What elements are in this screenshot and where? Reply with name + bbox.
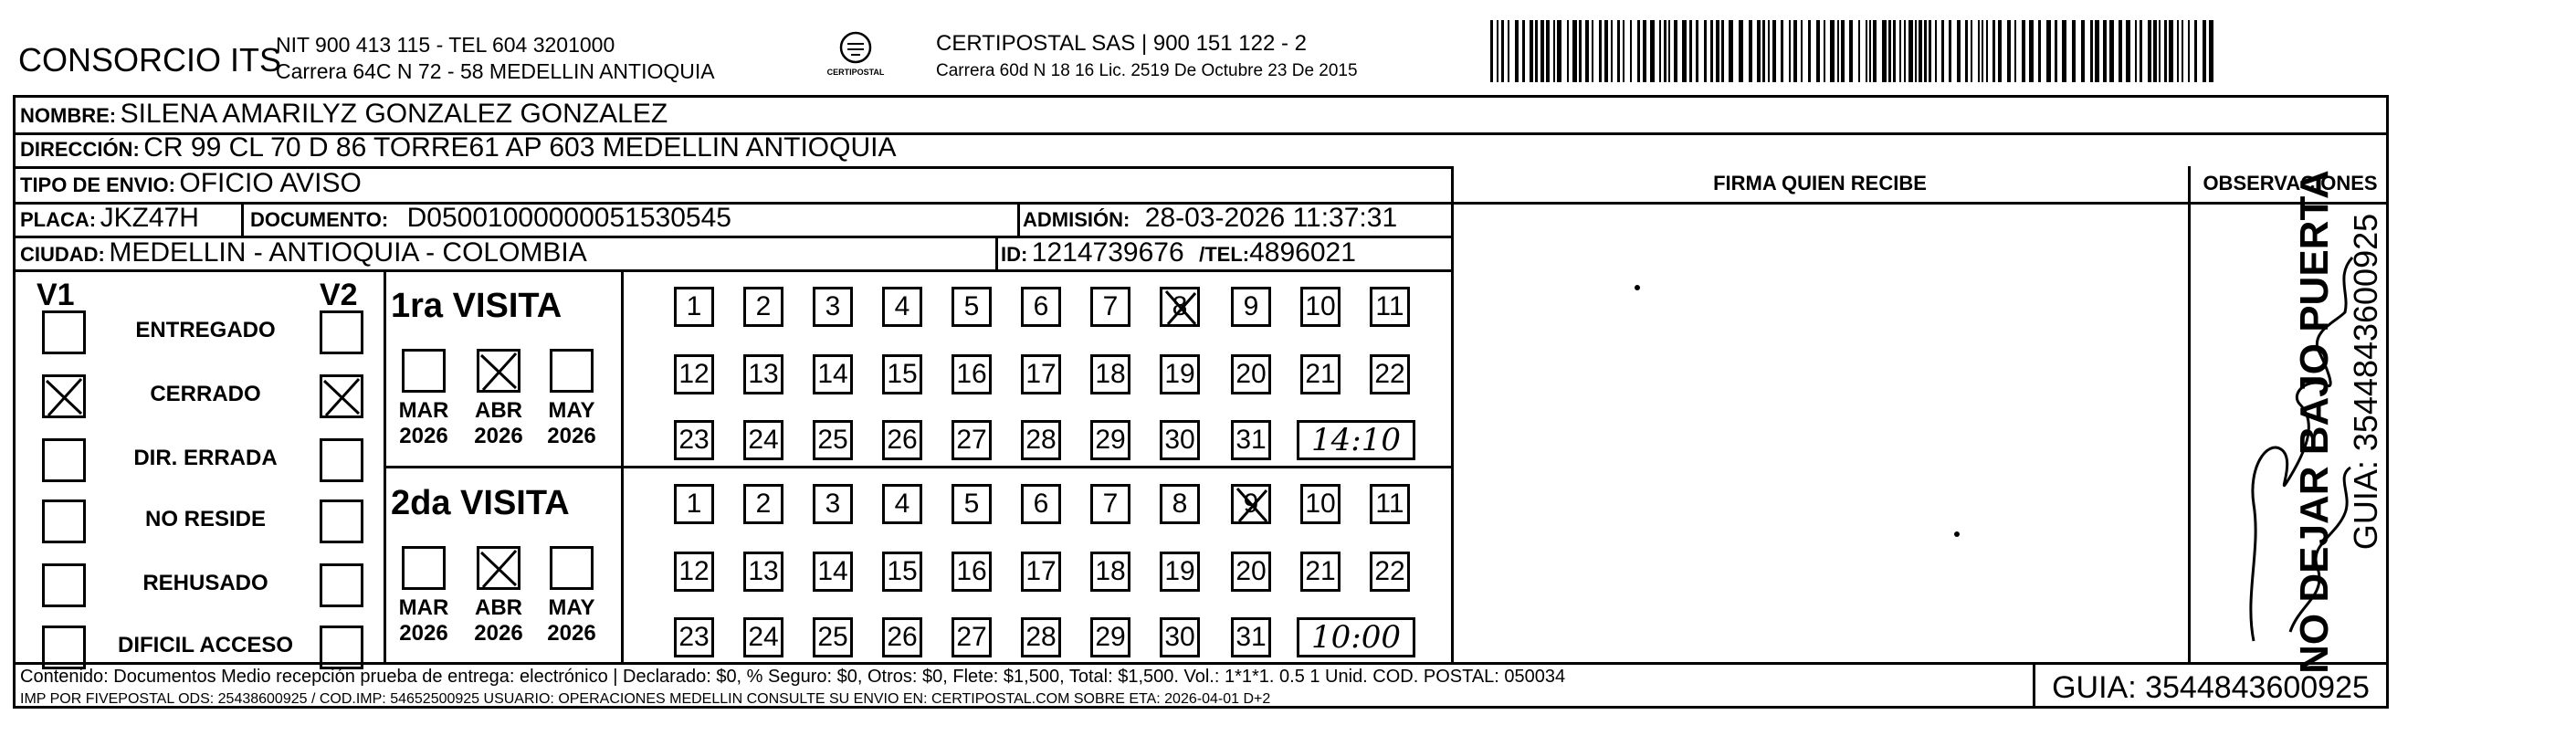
day-box[interactable] xyxy=(952,420,992,460)
month-year: 2026 xyxy=(474,423,523,448)
day-box[interactable] xyxy=(1090,617,1130,657)
day-number: 6 xyxy=(1033,489,1049,519)
day-number: 30 xyxy=(1164,425,1195,455)
admission-value: 28-03-2026 11:37:31 xyxy=(1144,203,1398,233)
visit-title: 2da VISITA xyxy=(391,484,570,522)
day-box[interactable] xyxy=(743,354,783,394)
day-box[interactable] xyxy=(674,354,714,394)
day-box[interactable] xyxy=(743,420,783,460)
document-field xyxy=(250,205,731,232)
visit-time: 14:10 xyxy=(1311,422,1401,458)
day-number: 17 xyxy=(1025,359,1057,389)
barcode xyxy=(1488,20,2214,82)
day-number: 3 xyxy=(825,489,841,519)
month-name: MAY xyxy=(548,398,595,423)
day-number: 4 xyxy=(894,291,910,321)
document-value: D05001000000051530545 xyxy=(406,203,731,233)
city-value: MEDELLIN - ANTIOQUIA - COLOMBIA xyxy=(109,237,587,268)
day-box[interactable] xyxy=(952,354,992,394)
signature-area xyxy=(1452,203,2188,662)
month-year: 2026 xyxy=(547,620,596,646)
day-number: 7 xyxy=(1102,489,1119,519)
day-number: 21 xyxy=(1305,556,1336,586)
day-box[interactable] xyxy=(882,354,922,394)
day-box[interactable] xyxy=(743,552,783,592)
reason-label: CERRADO xyxy=(150,382,261,406)
id-label: ID: xyxy=(1001,243,1028,266)
month-year: 2026 xyxy=(399,620,448,646)
month-year: 2026 xyxy=(474,620,523,646)
day-box[interactable] xyxy=(1231,354,1271,394)
day-number: 15 xyxy=(887,556,918,586)
day-number: 2 xyxy=(755,291,772,321)
name-row xyxy=(20,100,668,128)
day-box[interactable] xyxy=(1021,354,1061,394)
day-number: 10 xyxy=(1305,291,1336,321)
day-box[interactable] xyxy=(1090,552,1130,592)
observations-label: OBSERVACIONES xyxy=(2203,172,2378,195)
footer-guia: GUIA: 3544843600925 xyxy=(2052,670,2370,705)
day-number: 31 xyxy=(1235,425,1267,455)
day-number: 8 xyxy=(1172,291,1188,321)
day-box[interactable] xyxy=(1370,354,1410,394)
v1-checkbox[interactable] xyxy=(42,626,86,669)
day-box[interactable] xyxy=(743,617,783,657)
day-number: 5 xyxy=(963,489,980,519)
id-value: 1214739676 xyxy=(1031,237,1184,268)
day-number: 3 xyxy=(825,291,841,321)
certipostal-logo xyxy=(815,29,897,82)
day-box[interactable] xyxy=(1231,287,1271,327)
id-field xyxy=(1001,239,1356,267)
day-number: 9 xyxy=(1243,291,1259,321)
month-label xyxy=(392,398,456,448)
day-box[interactable] xyxy=(813,420,853,460)
day-box[interactable] xyxy=(674,287,714,327)
day-box[interactable] xyxy=(1231,484,1271,524)
v2-checkbox[interactable] xyxy=(320,626,363,669)
v1-checkbox[interactable] xyxy=(42,374,86,418)
day-number: 16 xyxy=(956,359,987,389)
day-number: 18 xyxy=(1095,556,1126,586)
month-checkbox[interactable] xyxy=(550,546,594,590)
reason-label: DIFICIL ACCESO xyxy=(117,633,293,657)
day-number: 14 xyxy=(817,359,848,389)
v2-checkbox[interactable] xyxy=(320,438,363,482)
company-address: Carrera 64C N 72 - 58 MEDELLIN ANTIOQUIA xyxy=(276,59,715,83)
day-number: 29 xyxy=(1095,425,1126,455)
reason-label: DIR. ERRADA xyxy=(133,446,278,470)
day-box[interactable] xyxy=(813,484,853,524)
day-box[interactable] xyxy=(1231,617,1271,657)
month-label xyxy=(540,595,604,646)
name-label: NOMBRE: xyxy=(20,104,117,127)
day-box[interactable] xyxy=(952,552,992,592)
day-box[interactable] xyxy=(952,484,992,524)
day-number: 2 xyxy=(755,489,772,519)
day-number: 22 xyxy=(1374,359,1405,389)
tel-label: /TEL: xyxy=(1199,243,1250,266)
day-number: 7 xyxy=(1102,291,1119,321)
day-box[interactable] xyxy=(1370,484,1410,524)
day-number: 13 xyxy=(748,556,779,586)
day-box[interactable] xyxy=(1160,484,1200,524)
day-number: 19 xyxy=(1164,359,1195,389)
plate-value: JKZ47H xyxy=(100,203,199,233)
document-label: DOCUMENTO: xyxy=(250,208,389,231)
day-number: 11 xyxy=(1375,291,1404,321)
day-box[interactable] xyxy=(1231,420,1271,460)
day-number: 8 xyxy=(1172,489,1188,519)
day-box[interactable] xyxy=(1300,552,1341,592)
visit-time: 10:00 xyxy=(1311,619,1401,656)
month-year: 2026 xyxy=(547,423,596,448)
day-number: 28 xyxy=(1025,622,1057,652)
day-number: 6 xyxy=(1033,291,1049,321)
v1-label: V1 xyxy=(37,278,75,312)
day-box[interactable] xyxy=(882,484,922,524)
day-box[interactable] xyxy=(1370,287,1410,327)
v1-checkbox[interactable] xyxy=(42,563,86,607)
day-box[interactable] xyxy=(952,617,992,657)
v2-checkbox[interactable] xyxy=(320,374,363,418)
day-box[interactable] xyxy=(1090,484,1130,524)
day-number: 25 xyxy=(817,622,848,652)
company-nit: NIT 900 413 115 - TEL 604 3201000 xyxy=(276,33,615,57)
day-number: 26 xyxy=(887,425,918,455)
address-row xyxy=(20,134,897,162)
day-number: 19 xyxy=(1164,556,1195,586)
day-box[interactable] xyxy=(882,420,922,460)
day-box[interactable] xyxy=(813,617,853,657)
month-name: ABR xyxy=(475,595,522,620)
day-number: 12 xyxy=(678,359,710,389)
day-number: 1 xyxy=(686,291,702,321)
day-box[interactable] xyxy=(1231,552,1271,592)
month-name: MAR xyxy=(398,398,449,423)
day-box[interactable] xyxy=(674,484,714,524)
month-name: ABR xyxy=(475,398,522,423)
print-line: IMP POR FIVEPOSTAL ODS: 25438600925 / COD.IMP: 54652500925 USUARIO: OPERACIONES MEDELLIN CONSULTE SU ENVIO EN: CERTIPOSTAL.COM SOBRE ETA: 2026-04-01 D+2 xyxy=(20,691,1271,707)
month-name: MAY xyxy=(548,595,595,620)
day-box[interactable] xyxy=(1021,617,1061,657)
address-label: DIRECCIÓN: xyxy=(20,138,140,161)
day-box[interactable] xyxy=(882,617,922,657)
v2-checkbox[interactable] xyxy=(320,499,363,543)
month-checkbox[interactable] xyxy=(550,349,594,393)
day-box[interactable] xyxy=(1160,354,1200,394)
day-number: 12 xyxy=(678,556,710,586)
day-box[interactable] xyxy=(1300,484,1341,524)
x-mark-icon xyxy=(45,377,85,417)
v1-checkbox[interactable] xyxy=(42,438,86,482)
v2-label: V2 xyxy=(320,278,358,312)
reason-label: NO RESIDE xyxy=(144,507,267,531)
day-number: 29 xyxy=(1095,622,1126,652)
day-number: 17 xyxy=(1025,556,1057,586)
admission-field xyxy=(1023,205,1397,232)
shipment-row xyxy=(20,170,362,197)
day-box[interactable] xyxy=(1300,287,1341,327)
x-mark-icon xyxy=(322,377,363,417)
day-number: 9 xyxy=(1243,489,1259,519)
day-box[interactable] xyxy=(1021,287,1061,327)
side-guia: GUIA: 3544843600925 xyxy=(2347,213,2384,551)
signature-label: FIRMA QUIEN RECIBE xyxy=(1713,172,1927,195)
time-box[interactable] xyxy=(1297,617,1415,657)
day-number: 27 xyxy=(956,622,987,652)
v1-checkbox[interactable] xyxy=(42,499,86,543)
day-box[interactable] xyxy=(674,552,714,592)
day-number: 30 xyxy=(1164,622,1195,652)
month-year: 2026 xyxy=(399,423,448,448)
day-number: 5 xyxy=(963,291,980,321)
month-name: MAR xyxy=(398,595,449,620)
day-number: 23 xyxy=(678,622,710,652)
month-label xyxy=(392,595,456,646)
reason-label: ENTREGADO xyxy=(135,318,276,342)
day-number: 22 xyxy=(1374,556,1405,586)
v2-checkbox[interactable] xyxy=(320,563,363,607)
day-box[interactable] xyxy=(1160,420,1200,460)
day-box[interactable] xyxy=(1160,617,1200,657)
day-number: 23 xyxy=(678,425,710,455)
day-number: 14 xyxy=(817,556,848,586)
x-mark-icon xyxy=(479,352,520,392)
day-box[interactable] xyxy=(743,287,783,327)
month-label xyxy=(467,398,531,448)
company-name: CONSORCIO ITS xyxy=(18,41,282,79)
visit-title: 1ra VISITA xyxy=(391,287,563,325)
reason-label: REHUSADO xyxy=(142,571,268,595)
carrier-name: CERTIPOSTAL SAS | 900 151 122 - 2 xyxy=(936,31,1307,56)
day-number: 31 xyxy=(1235,622,1267,652)
day-box[interactable] xyxy=(1021,420,1061,460)
day-box[interactable] xyxy=(674,617,714,657)
month-label xyxy=(467,595,531,646)
day-number: 1 xyxy=(686,489,702,519)
day-box[interactable] xyxy=(1300,354,1341,394)
day-number: 26 xyxy=(887,622,918,652)
side-warning: NO DEJAR BAJO PUERTA xyxy=(2292,170,2337,674)
day-box[interactable] xyxy=(813,552,853,592)
day-number: 24 xyxy=(748,622,779,652)
time-box[interactable] xyxy=(1297,420,1415,460)
day-number: 11 xyxy=(1375,489,1404,519)
carrier-address: Carrera 60d N 18 16 Lic. 2519 De Octubre 23 De 2015 xyxy=(936,61,1358,80)
recipient-address: CR 99 CL 70 D 86 TORRE61 AP 603 MEDELLIN ANTIOQUIA xyxy=(143,132,897,163)
plate-label: PLACA: xyxy=(20,208,97,231)
month-checkbox[interactable] xyxy=(402,546,446,590)
month-label xyxy=(540,398,604,448)
contents-line: Contenido: Documentos Medio recepción prueba de entrega: electrónico | Declarado: $0, % Seguro: $0, Otros: $0, Flete: $1,500, Total: $1,500. Vol.: 1*1*1. 0.5 1 Unid. COD. POSTAL: 050034 xyxy=(20,667,1566,687)
day-box[interactable] xyxy=(882,552,922,592)
month-checkbox[interactable] xyxy=(477,349,520,393)
day-box[interactable] xyxy=(813,287,853,327)
day-number: 27 xyxy=(956,425,987,455)
v2-checkbox[interactable] xyxy=(320,310,363,354)
day-box[interactable] xyxy=(1021,484,1061,524)
x-mark-icon xyxy=(479,549,520,589)
v1-checkbox[interactable] xyxy=(42,310,86,354)
admission-label: ADMISIÓN: xyxy=(1023,208,1130,231)
day-number: 15 xyxy=(887,359,918,389)
day-number: 18 xyxy=(1095,359,1126,389)
day-number: 10 xyxy=(1305,489,1336,519)
day-box[interactable] xyxy=(1021,552,1061,592)
day-box[interactable] xyxy=(1160,552,1200,592)
month-checkbox[interactable] xyxy=(477,546,520,590)
city-label: CIUDAD: xyxy=(20,243,105,266)
recipient-name: SILENA AMARILYZ GONZALEZ GONZALEZ xyxy=(120,99,668,129)
day-box[interactable] xyxy=(1370,552,1410,592)
day-number: 16 xyxy=(956,556,987,586)
city-field xyxy=(20,239,587,267)
day-box[interactable] xyxy=(674,420,714,460)
shipment-label: TIPO DE ENVIO: xyxy=(20,173,175,196)
day-box[interactable] xyxy=(1090,354,1130,394)
day-number: 20 xyxy=(1235,359,1267,389)
day-number: 28 xyxy=(1025,425,1057,455)
tel-value: 4896021 xyxy=(1249,237,1356,268)
day-number: 21 xyxy=(1305,359,1336,389)
day-box[interactable] xyxy=(743,484,783,524)
day-number: 13 xyxy=(748,359,779,389)
day-number: 4 xyxy=(894,489,910,519)
day-box[interactable] xyxy=(952,287,992,327)
day-number: 25 xyxy=(817,425,848,455)
month-checkbox[interactable] xyxy=(402,349,446,393)
day-box[interactable] xyxy=(1090,287,1130,327)
day-box[interactable] xyxy=(882,287,922,327)
day-number: 20 xyxy=(1235,556,1267,586)
plate-field xyxy=(20,205,199,232)
day-box[interactable] xyxy=(1160,287,1200,327)
day-box[interactable] xyxy=(1090,420,1130,460)
day-box[interactable] xyxy=(813,354,853,394)
logo-text: CERTIPOSTAL xyxy=(826,68,885,77)
shipment-type: OFICIO AVISO xyxy=(179,168,362,198)
day-number: 24 xyxy=(748,425,779,455)
